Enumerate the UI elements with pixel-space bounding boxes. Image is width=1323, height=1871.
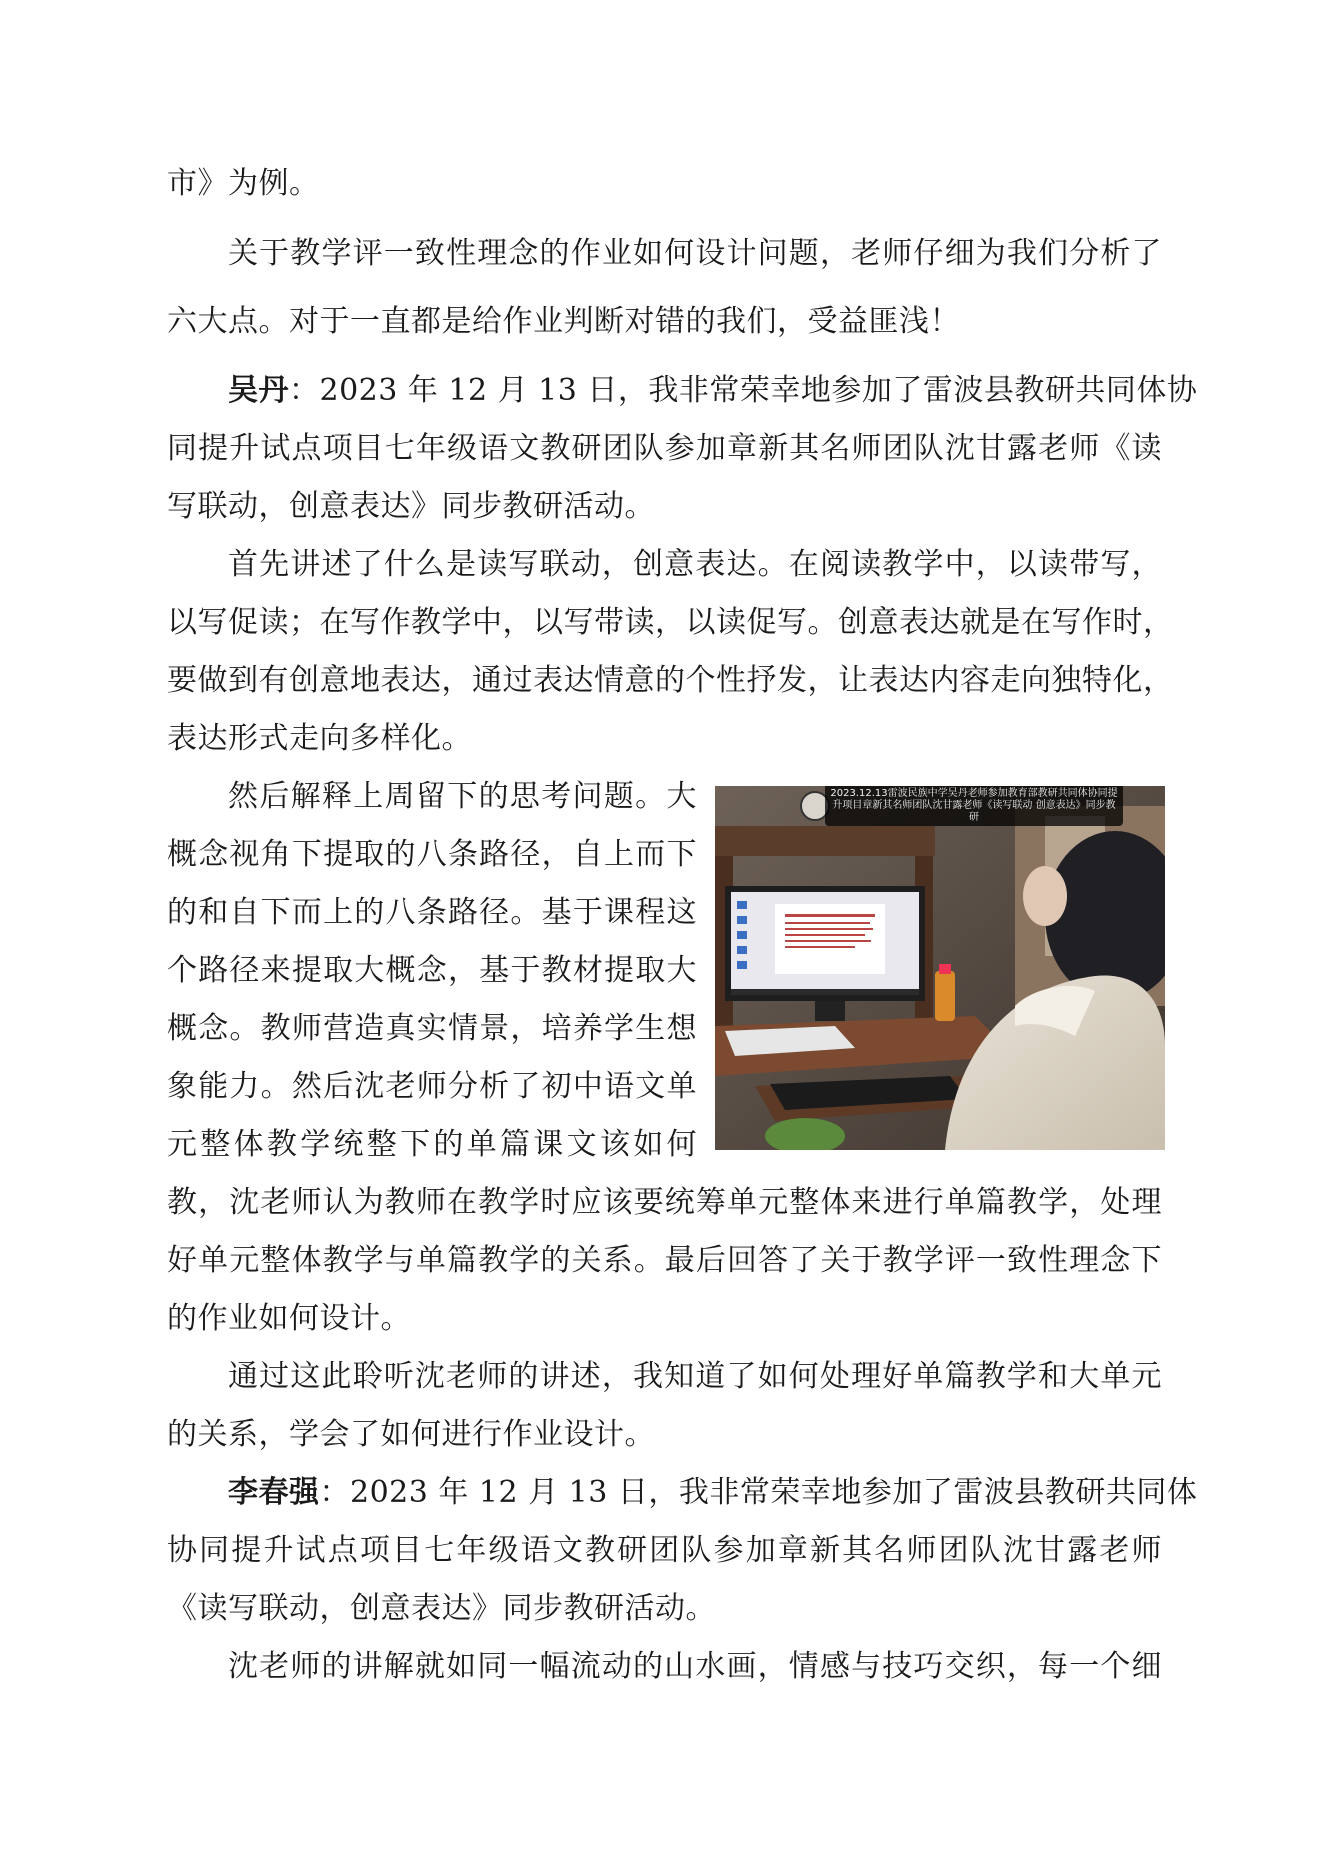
- paragraph-line: 表达形式走向多样化。: [167, 721, 472, 756]
- activity-photo: [715, 786, 1165, 1150]
- paragraph-line: 同提升试点项目七年级语文教研团队参加章新其名师团队沈甘露老师《读: [167, 431, 1162, 466]
- paragraph-line: 象能力。然后沈老师分析了初中语文单: [167, 1069, 697, 1104]
- photo-illustration: [715, 786, 1165, 1150]
- paragraph-line: 首先讲述了什么是读写联动，创意表达。在阅读教学中，以读带写，: [228, 547, 1162, 582]
- paragraph-line: 吴丹：2023 年 12 月 13 日，我非常荣幸地参加了雷波县教研共同体协: [228, 373, 1198, 408]
- paragraph-line: 好单元整体教学与单篇教学的关系。最后回答了关于教学评一致性理念下: [167, 1243, 1162, 1278]
- paragraph-line: 概念。教师营造真实情景，培养学生想: [167, 1011, 697, 1046]
- paragraph-line: 李春强：2023 年 12 月 13 日，我非常荣幸地参加了雷波县教研共同体: [228, 1475, 1198, 1510]
- speaker-name: 李春强: [228, 1475, 320, 1510]
- speaker-name: 吴丹: [228, 373, 289, 408]
- paragraph-line: 元整体教学统整下的单篇课文该如何: [167, 1127, 697, 1162]
- paragraph-line: 沈老师的讲解就如同一幅流动的山水画，情感与技巧交织，每一个细: [228, 1649, 1162, 1684]
- paragraph-line: 协同提升试点项目七年级语文教研团队参加章新其名师团队沈甘露老师: [167, 1533, 1162, 1568]
- paragraph-line: 《读写联动，创意表达》同步教研活动。: [167, 1591, 716, 1626]
- paragraph-line: 要做到有创意地表达，通过表达情意的个性抒发，让表达内容走向独特化，: [167, 663, 1174, 698]
- paragraph-line: 以写促读；在写作教学中，以写带读，以读促写。创意表达就是在写作时，: [167, 605, 1174, 640]
- paragraph-line: 然后解释上周留下的思考问题。大: [228, 779, 697, 814]
- paragraph-line: 教，沈老师认为教师在教学时应该要统筹单元整体来进行单篇教学，处理: [167, 1185, 1162, 1220]
- paragraph-line: 市》为例。: [167, 166, 320, 201]
- paragraph-line: 概念视角下提取的八条路径，自上而下: [167, 837, 697, 872]
- photo-caption: 2023.12.13雷波民族中学吴丹老师参加教育部教研共同体协同提升项目章新其名师团队沈甘露老师《读写联动 创意表达》同步教研: [825, 786, 1123, 826]
- paragraph-line: 通过这此聆听沈老师的讲述，我知道了如何处理好单篇教学和大单元: [228, 1359, 1162, 1394]
- paragraph-line: 的作业如何设计。: [167, 1301, 411, 1336]
- paragraph-line: 个路径来提取大概念，基于教材提取大: [167, 953, 697, 988]
- paragraph-line: 关于教学评一致性理念的作业如何设计问题，老师仔细为我们分析了: [228, 236, 1162, 271]
- paragraph-line: 六大点。对于一直都是给作业判断对错的我们，受益匪浅！: [167, 304, 960, 339]
- paragraph-line: 写联动，创意表达》同步教研活动。: [167, 489, 655, 524]
- paragraph-line: 的和自下而上的八条路径。基于课程这: [167, 895, 697, 930]
- paragraph-line: 的关系，学会了如何进行作业设计。: [167, 1417, 655, 1452]
